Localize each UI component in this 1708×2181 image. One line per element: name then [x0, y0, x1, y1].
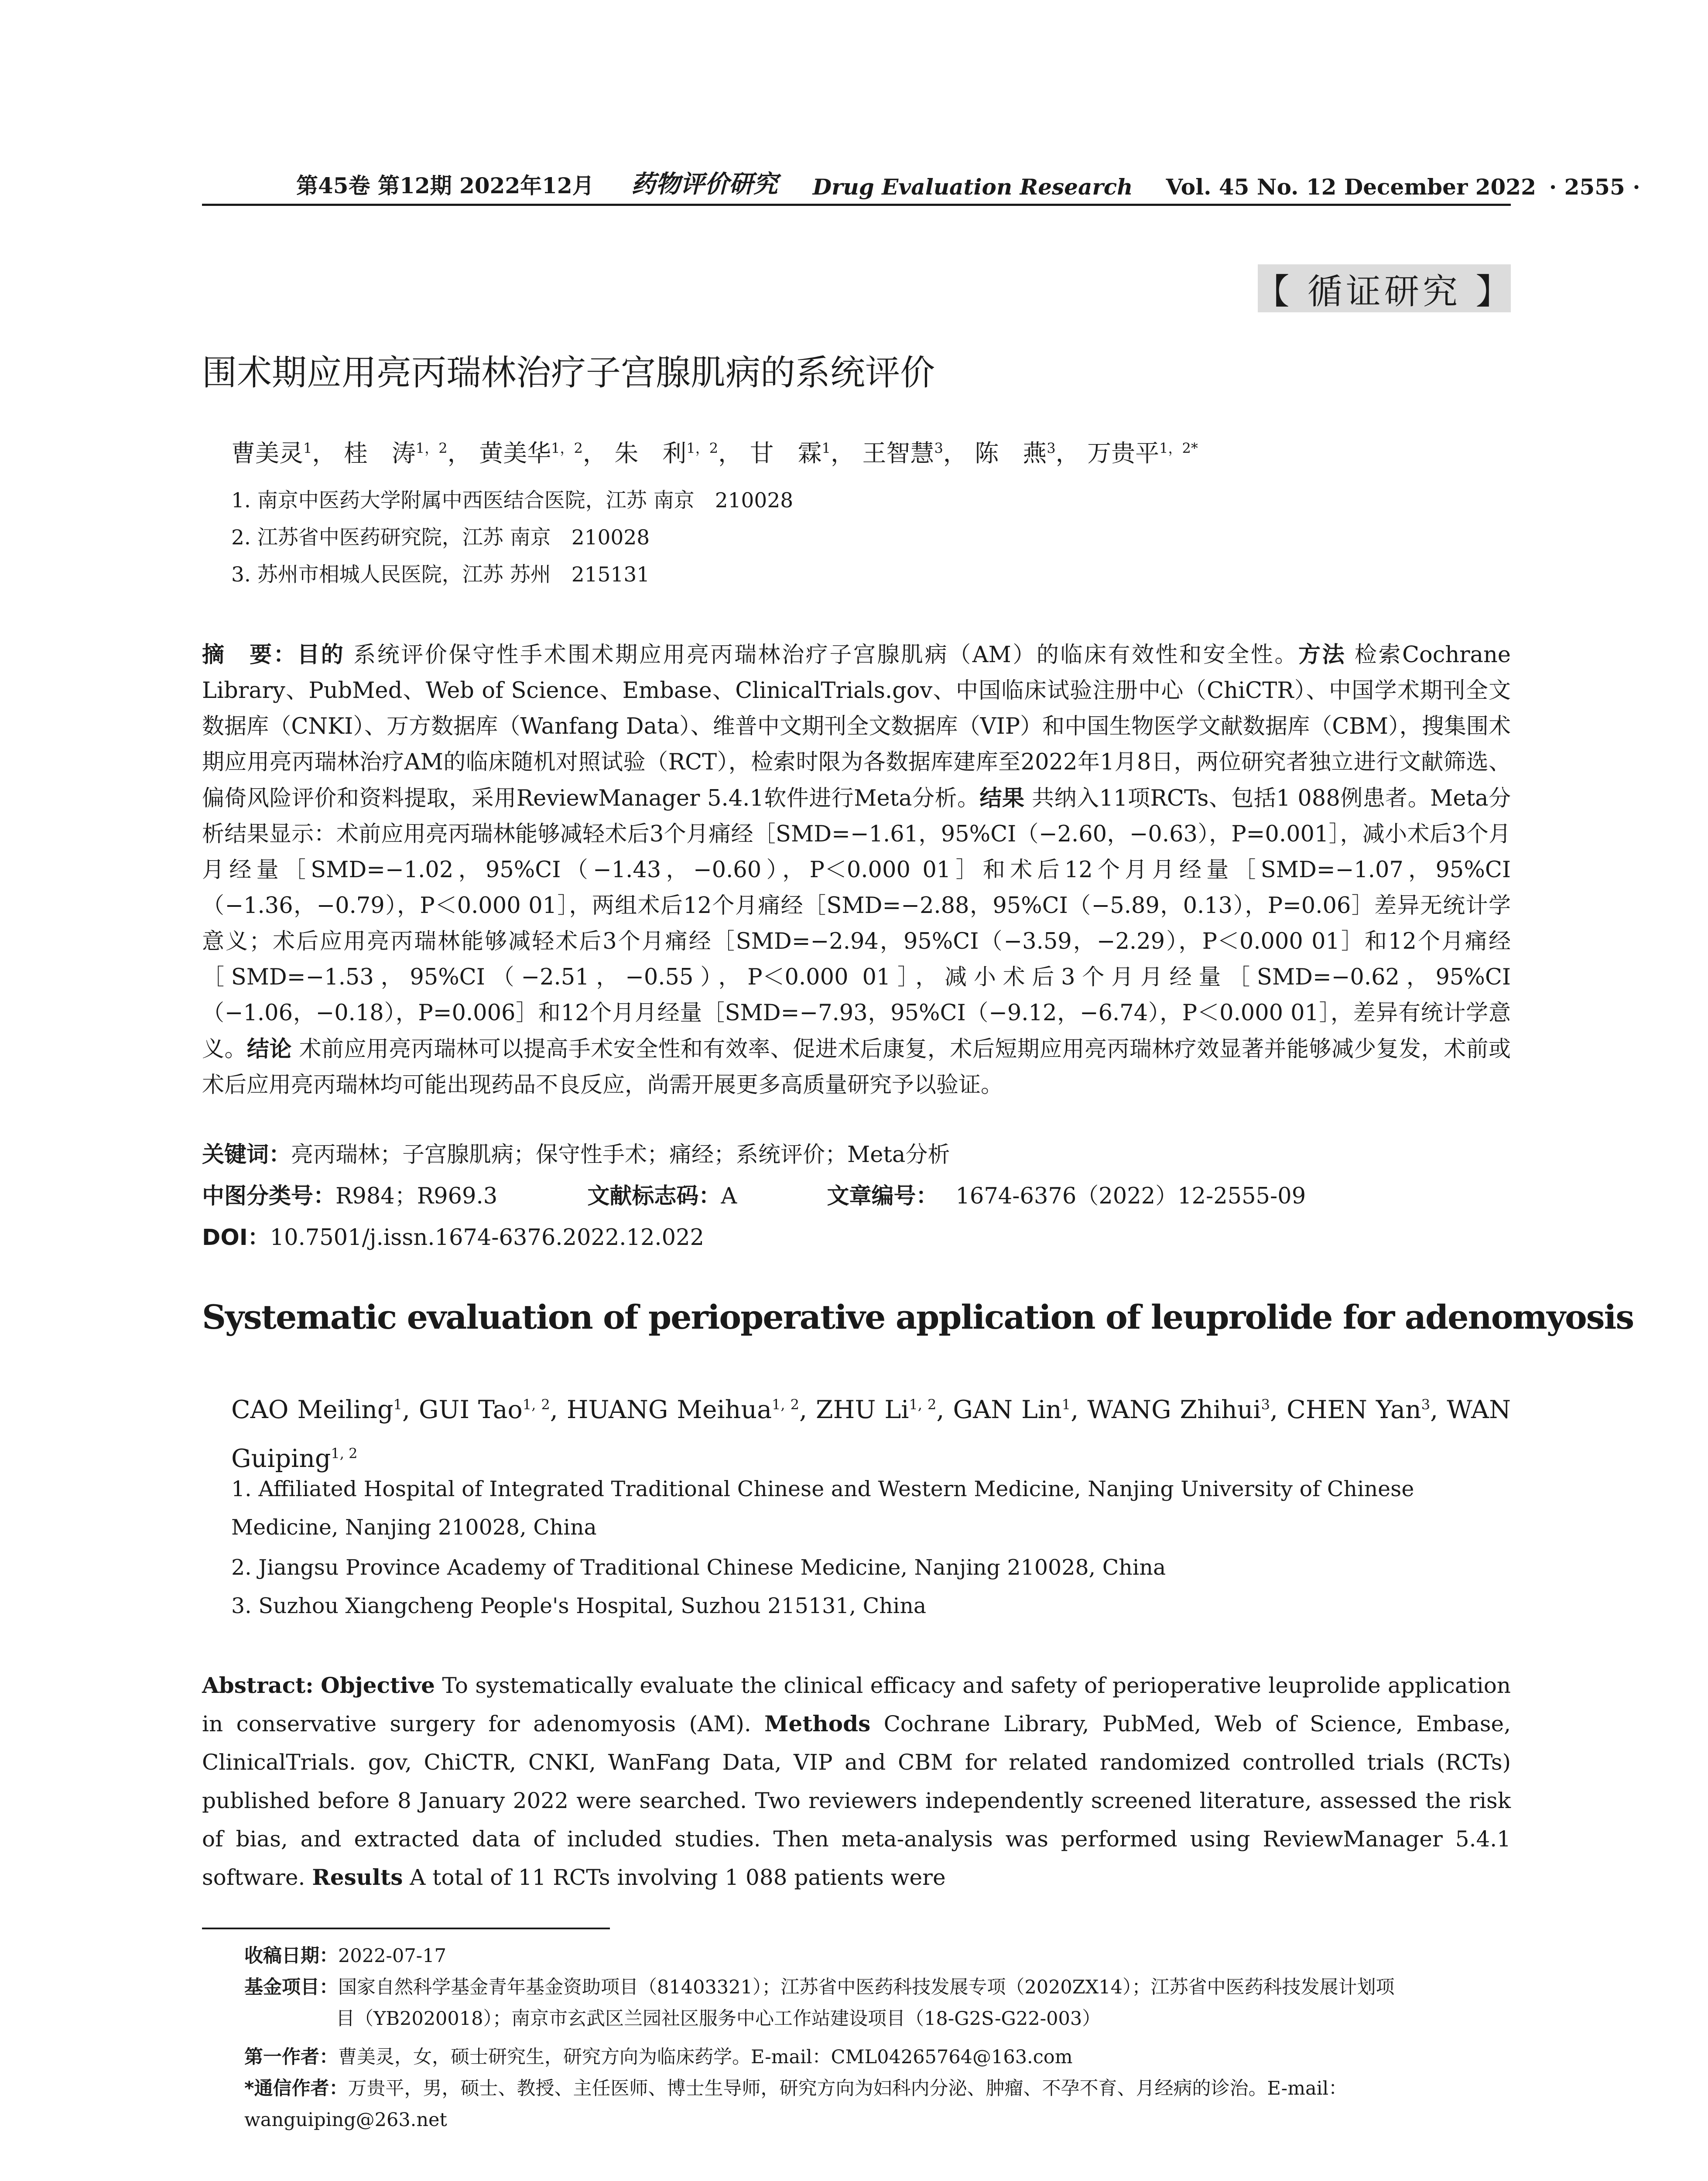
corresponding-label: *通信作者： — [244, 2078, 348, 2099]
header-page-number: · 2555 · — [1549, 174, 1640, 200]
author-en: WANG Zhihui$^3$ — [1087, 1395, 1270, 1424]
doi-value: 10.7501/j.issn.1674-6376.2022.12.022 — [270, 1225, 704, 1251]
methods-label-en: Methods — [764, 1711, 871, 1737]
section-tag: 【 循证研究 】 — [1258, 264, 1511, 312]
conclusion-label-cn: 结论 — [246, 1036, 292, 1062]
affiliation-en-3: 3. Suzhou Xiangcheng People's Hospital, Suzhou 215131, China — [231, 1593, 927, 1618]
authors-cn: 曹美灵$^1$， 桂 涛$^{1,2}$， 黄美华$^{1,2}$， 朱 利$^{1,2}$， 甘 霖$^1$， 王智慧$^3$， 陈 燕$^3$， 万贵平$^{1,2*}$ — [231, 439, 1198, 467]
affiliation-cn-1: 1. 南京中医药大学附属中西医结合医院，江苏 南京 210028 — [231, 489, 794, 513]
corresponding-text: 万贵平，男，硕士、教授、主任医师、博士生导师，研究方向为妇科内分泌、肿瘤、不孕不育、月经病的诊治。E-mail：wanguiping@263.net — [244, 2078, 1348, 2131]
objective-label-cn: 目的 — [297, 642, 345, 668]
keywords — [202, 1136, 1511, 1169]
header-issue-cn: 第45卷 第12期 2022年12月 — [296, 173, 594, 198]
clc-label: 中图分类号： — [202, 1183, 336, 1209]
doc-code-label: 文献标志码： — [587, 1183, 721, 1209]
objective-label-en: Objective — [321, 1672, 435, 1698]
first-author-label: 第一作者： — [244, 2046, 338, 2068]
abstract-cn-label: 摘 要： — [202, 642, 298, 668]
author-cn: 甘 霖$^1$ — [750, 439, 831, 467]
english-title: Systematic evaluation of perioperative application of leuprolide for adenomyosis — [202, 1298, 1634, 1337]
doi-label: DOI： — [202, 1225, 270, 1251]
author-cn: 黄美华$^{1,2}$ — [479, 439, 583, 467]
clc-value: R984；R969.3 — [335, 1183, 498, 1209]
author-cn: 王智慧$^3$ — [862, 439, 943, 467]
author-cn: 陈 燕$^3$ — [975, 439, 1056, 467]
author-en: GAN Lin$^1$ — [953, 1395, 1071, 1424]
author-en: GUI Tao$^{1, 2}$ — [418, 1395, 550, 1424]
author-cn: 桂 涛$^{1,2}$ — [343, 439, 448, 467]
article-no-label: 文章编号： — [827, 1183, 938, 1209]
keywords-value: 亮丙瑞林；子宫腺肌病；保守性手术；痛经；系统评价；Meta分析 — [291, 1142, 950, 1168]
keywords-label: 关键词： — [202, 1142, 291, 1168]
affiliation-en-1: 1. Affiliated Hospital of Integrated Traditional Chinese and Western Medicine, Nanjing University of Chinese Medicine, Nanjing 210028, China — [231, 1477, 1414, 1540]
doi-line — [202, 1219, 1511, 1251]
first-author-text: 曹美灵，女，硕士研究生，研究方向为临床药学。E-mail：CML04265764@163.com — [338, 2046, 1073, 2068]
footnote-corresponding — [244, 2073, 1511, 2136]
results-label-cn: 结果 — [979, 785, 1025, 811]
chinese-title: 围术期应用亮丙瑞林治疗子宫腺肌病的系统评价 — [202, 352, 935, 393]
affiliation-en-2: 2. Jiangsu Province Academy of Traditional Chinese Medicine, Nanjing 210028, China — [231, 1555, 1166, 1580]
author-en: ZHU Li$^{1, 2}$ — [816, 1395, 937, 1424]
author-cn: 朱 利$^{1,2}$ — [614, 439, 719, 467]
header-volume-issue: Vol. 45 No. 12 December 2022 — [1166, 174, 1536, 200]
objective-text-cn: 系统评价保守性手术围术期应用亮丙瑞林治疗子宫腺肌病（AM）的临床有效性和安全性。 — [353, 642, 1299, 668]
methods-text-en: Cochrane Library, PubMed, Web of Science, Embase, ClinicalTrials. gov, ChiCTR, CNKI, WanFang Data, VIP and CBM for related randomized controlled trials (RCTs) published before 8 January 2022 were searched. Two reviewers independently screened literature, assessed the risk of bias, and extracted data of included studies. Then meta-analysis was performed using ReviewManager 5.4.1 software. — [202, 1711, 1511, 1890]
affiliation-cn-2: 2. 江苏省中医药研究院，江苏 南京 210028 — [231, 526, 650, 550]
footnote-first-author — [244, 2041, 1511, 2073]
abstract-cn — [202, 637, 1511, 1103]
article-no-value: 1674-6376（2022）12-2555-09 — [955, 1183, 1306, 1209]
running-header — [202, 169, 1640, 200]
author-en: HUANG Meihua$^{1, 2}$ — [566, 1395, 799, 1424]
fund-text-line2: 目（YB2020018）；南京市玄武区兰园社区服务中心工作站建设项目（18-G2S-G22-003） — [336, 2008, 1101, 2030]
author-cn: 曹美灵$^1$ — [231, 439, 312, 467]
abstract-en-label: Abstract: — [202, 1672, 314, 1698]
authors-en: CAO Meiling$^1$, GUI Tao$^{1, 2}$, HUANG Meihua$^{1, 2}$, ZHU Li$^{1, 2}$, GAN Lin$^1$, WANG Zhihui$^3$, CHEN Yan$^3$, WAN Guiping$^{1, 2}$ — [231, 1395, 1511, 1473]
footnote-received — [244, 1940, 1511, 1972]
results-text-en: A total of 11 RCTs involving 1 088 patients were — [410, 1865, 946, 1890]
objective-text-en: To systematically evaluate the clinical efficacy and safety of perioperative leuprolide application in conservative surgery for adenomyosis (AM). — [202, 1673, 1511, 1737]
received-date: 2022-07-17 — [338, 1945, 446, 1967]
author-cn: 万贵平$^{1,2*}$ — [1087, 439, 1198, 467]
author-en: CAO Meiling$^1$ — [231, 1395, 402, 1424]
methods-label-cn: 方法 — [1298, 642, 1346, 668]
received-label: 收稿日期： — [244, 1945, 338, 1967]
author-en: WAN Guiping$^{1, 2}$ — [231, 1395, 1511, 1473]
footnote-fund — [244, 1972, 1511, 2034]
affiliation-cn-3: 3. 苏州市相城人民医院，江苏 苏州 215131 — [231, 563, 650, 587]
footnote-rule — [202, 1928, 610, 1929]
conclusion-text-cn: 术前应用亮丙瑞林可以提高手术安全性和有效率、促进术后康复，术后短期应用亮丙瑞林疗效显著并能够减少复发，术前或术后应用亮丙瑞林均可能出现药品不良反应，尚需开展更多高质量研究予以验证。 — [202, 1036, 1511, 1098]
doc-code-value: A — [721, 1183, 737, 1209]
results-text-cn: 共纳入11项RCTs、包括1 088例患者。Meta分析结果显示：术前应用亮丙瑞林能够减轻术后3个月痛经［SMD=−1.61，95%CI（−2.60，−0.63），P=0.001］，减小术后3个月月经量［SMD=−1.02，95%CI（−1.43，−0.60），P＜0.000 01］和术后12个月月经量［SMD=−1.07，95%CI（−1.36，−0.79），P＜0.000 01］，两组术后12个月痛经［SMD=−2.88，95%CI（−5.89，0.13），P=0.06］差异无统计学意义；术后应用亮丙瑞林能够减轻术后3个月痛经［SMD=−2.94，95%CI（−3.59，−2.29），P＜0.000 01］和12个月痛经［SMD=−1.53，95%CI（−2.51，−0.55），P＜0.000 01］，减小术后3个月月经量［SMD=−0.62，95%CI（−1.06，−0.18），P=0.006］和12个月月经量［SMD=−7.93，95%CI（−9.12，−6.74），P＜0.000 01］，差异有统计学意义。 — [202, 786, 1511, 1062]
methods-text-cn: 检索Cochrane Library、PubMed、Web of Science、Embase、ClinicalTrials.gov、中国临床试验注册中心（ChiCTR）、中国学术期刊全文数据库（CNKI）、万方数据库（Wanfang Data）、维普中文期刊全文数据库（VIP）和中国生物医学文献数据库（CBM），搜集围术期应用亮丙瑞林治疗AM的临床随机对照试验（RCT），检索时限为各数据库建库至2022年1月8日，两位研究者独立进行文献筛选、偏倚风险评价和资料提取，采用ReviewManager 5.4.1软件进行Meta分析。 — [202, 642, 1511, 811]
author-en: CHEN Yan$^3$ — [1287, 1395, 1431, 1424]
fund-label: 基金项目： — [244, 1976, 338, 1998]
journal-logo-text: 药物评价研究 — [631, 170, 778, 198]
results-label-en: Results — [312, 1864, 403, 1890]
header-rule — [202, 204, 1511, 206]
abstract-en — [202, 1666, 1511, 1897]
classification-line — [202, 1178, 1511, 1210]
header-journal-name: Drug Evaluation Research — [812, 174, 1133, 200]
fund-text-line1: 国家自然科学基金青年基金资助项目（81403321）；江苏省中医药科技发展专项（2020ZX14）；江苏省中医药科技发展计划项 — [338, 1976, 1395, 1998]
